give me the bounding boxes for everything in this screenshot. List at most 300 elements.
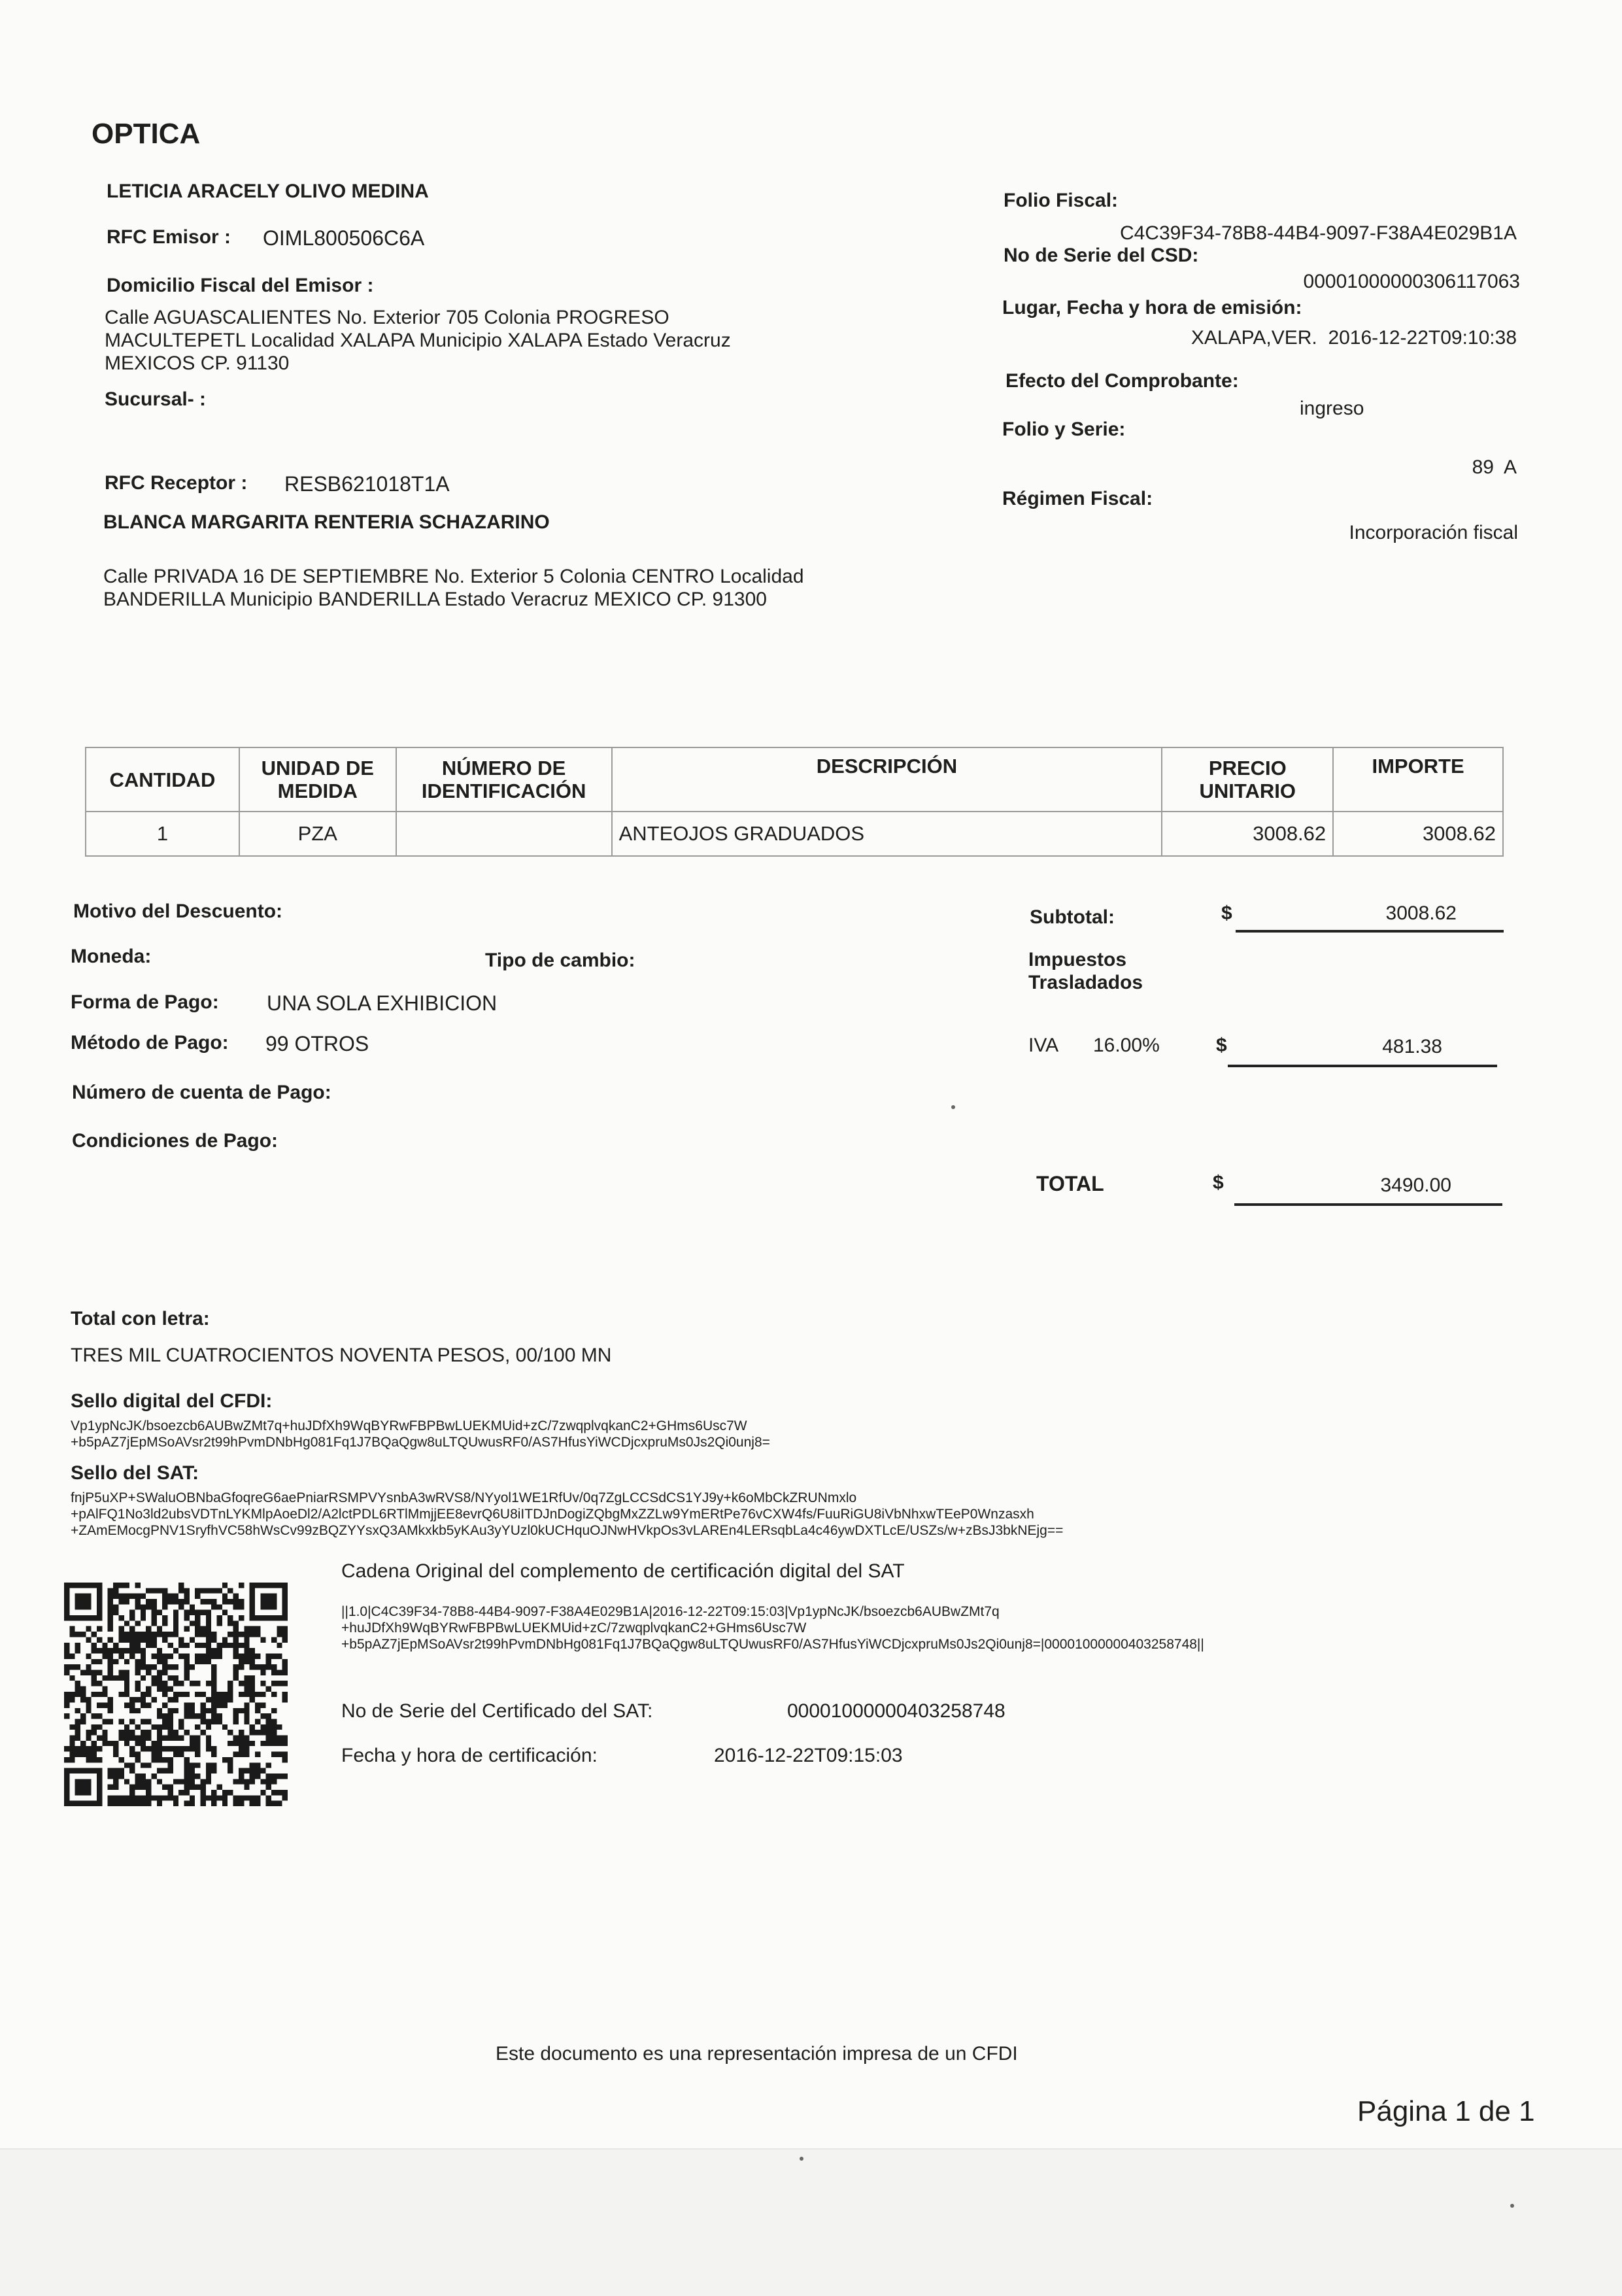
qr-module (228, 1692, 233, 1697)
qr-module (206, 1626, 211, 1632)
payment-method-value: 99 OTROS (265, 1032, 369, 1055)
qr-module (80, 1790, 86, 1795)
qr-module (102, 1741, 107, 1746)
discount-label: Motivo del Descuento: (73, 900, 283, 922)
qr-module (129, 1703, 135, 1708)
qr-module (124, 1692, 129, 1697)
qr-module (250, 1632, 255, 1637)
qr-module (102, 1643, 107, 1648)
qr-module (250, 1697, 255, 1702)
qr-module (250, 1675, 255, 1681)
qr-module (108, 1594, 113, 1599)
qr-module (167, 1768, 173, 1773)
qr-module (162, 1681, 167, 1686)
qr-module (80, 1697, 86, 1702)
qr-module (190, 1773, 195, 1779)
qr-module (195, 1741, 200, 1746)
qr-module (178, 1637, 184, 1642)
qr-module (266, 1664, 271, 1670)
qr-module (250, 1773, 255, 1779)
qr-module (184, 1779, 190, 1784)
qr-module (129, 1768, 135, 1773)
qr-module (266, 1615, 271, 1620)
iva-rate: 16.00% (1093, 1035, 1160, 1056)
qr-module (162, 1736, 167, 1741)
qr-module (250, 1648, 255, 1653)
qr-module (113, 1583, 118, 1588)
qr-module (228, 1599, 233, 1604)
qr-module (233, 1741, 239, 1746)
qr-module (141, 1615, 146, 1620)
qr-module (228, 1615, 233, 1620)
qr-module (228, 1757, 233, 1762)
qr-module (108, 1801, 113, 1806)
footer-note: Este documento es una representación impresa de un CFDI (496, 2043, 1018, 2065)
qr-module (271, 1653, 277, 1658)
qr-module (277, 1681, 282, 1686)
qr-module (260, 1713, 265, 1719)
qr-module (184, 1610, 190, 1615)
qr-module (151, 1724, 156, 1730)
qr-module (233, 1719, 239, 1724)
qr-module (80, 1779, 86, 1784)
qr-module (92, 1801, 97, 1806)
qr-module (282, 1583, 288, 1588)
qr-module (97, 1713, 102, 1719)
qr-module (282, 1790, 288, 1795)
qr-module (266, 1795, 271, 1800)
qr-module (80, 1741, 86, 1746)
qr-module (108, 1599, 113, 1604)
qr-module (277, 1583, 282, 1588)
qr-module (239, 1741, 244, 1746)
qr-module (211, 1762, 216, 1768)
qr-module (86, 1790, 91, 1795)
qr-module (260, 1599, 265, 1604)
qr-module (178, 1736, 184, 1741)
qr-module (211, 1719, 216, 1724)
qr-module (141, 1675, 146, 1681)
qr-module (69, 1692, 75, 1697)
qr-module (201, 1730, 206, 1735)
subtotal-currency: $ (1221, 902, 1232, 924)
qr-module (206, 1632, 211, 1637)
qr-module (206, 1741, 211, 1746)
qr-module (135, 1664, 140, 1670)
qr-module (178, 1583, 184, 1588)
qr-module (277, 1801, 282, 1806)
qr-module (64, 1664, 69, 1670)
qr-module (277, 1670, 282, 1675)
qr-module (151, 1795, 156, 1800)
emitter-address-line: MEXICOS CP. 91130 (105, 352, 290, 374)
qr-module (167, 1664, 173, 1670)
qr-module (195, 1632, 200, 1637)
qr-module (124, 1703, 129, 1708)
qr-module (75, 1708, 80, 1713)
qr-module (108, 1719, 113, 1724)
place-value: XALAPA,VER. 2016-12-22T09:10:38 (1191, 327, 1517, 349)
qr-module (178, 1604, 184, 1609)
qr-module (222, 1757, 228, 1762)
qr-module (277, 1632, 282, 1637)
qr-module (190, 1703, 195, 1708)
qr-module (217, 1692, 222, 1697)
qr-module (162, 1713, 167, 1719)
qr-module (233, 1637, 239, 1642)
qr-module (118, 1692, 124, 1697)
qr-module (86, 1670, 91, 1675)
qr-module (255, 1762, 260, 1768)
qr-module (135, 1757, 140, 1762)
qr-module (206, 1610, 211, 1615)
qr-module (135, 1594, 140, 1599)
place-label: Lugar, Fecha y hora de emisión: (1002, 297, 1302, 318)
qr-module (64, 1703, 69, 1708)
items-table (85, 747, 1504, 857)
qr-module (184, 1653, 190, 1658)
qr-module (282, 1692, 288, 1697)
qr-module (222, 1703, 228, 1708)
qr-module (206, 1762, 211, 1768)
qr-module (129, 1762, 135, 1768)
qr-module (250, 1610, 255, 1615)
qr-module (162, 1719, 167, 1724)
qr-module (260, 1779, 265, 1784)
qr-module (162, 1785, 167, 1790)
qr-module (190, 1681, 195, 1686)
qr-module (146, 1599, 151, 1604)
qr-module (250, 1724, 255, 1730)
qr-module (260, 1681, 265, 1686)
qr-module (206, 1615, 211, 1620)
qr-module (167, 1724, 173, 1730)
qr-module (75, 1604, 80, 1609)
emitter-branch-label: Sucursal- : (105, 388, 207, 410)
qr-module (141, 1762, 146, 1768)
qr-module (244, 1719, 249, 1724)
chain-string (341, 1603, 1204, 1653)
qr-module (266, 1713, 271, 1719)
qr-module (108, 1604, 113, 1609)
qr-code (64, 1583, 288, 1806)
qr-module (108, 1659, 113, 1664)
qr-module (124, 1762, 129, 1768)
sat-seal-label: Sello del SAT: (71, 1462, 199, 1484)
qr-module (129, 1594, 135, 1599)
qr-module (129, 1610, 135, 1615)
qr-module (146, 1670, 151, 1675)
qr-module (113, 1604, 118, 1609)
qr-module (255, 1719, 260, 1724)
qr-module (228, 1768, 233, 1773)
qr-module (75, 1790, 80, 1795)
qr-module (239, 1632, 244, 1637)
qr-module (173, 1708, 178, 1713)
account-label: Número de cuenta de Pago: (72, 1082, 331, 1103)
qr-module (250, 1795, 255, 1800)
receiver-address (103, 565, 804, 611)
qr-module (64, 1713, 69, 1719)
qr-module (244, 1659, 249, 1664)
qr-module (64, 1790, 69, 1795)
qr-module (118, 1653, 124, 1658)
qr-module (211, 1703, 216, 1708)
qr-module (255, 1801, 260, 1806)
cfdi-seal (71, 1418, 770, 1450)
qr-module (113, 1675, 118, 1681)
qr-module (64, 1697, 69, 1702)
qr-module (146, 1736, 151, 1741)
qr-module (178, 1779, 184, 1784)
qr-module (92, 1692, 97, 1697)
qr-module (151, 1757, 156, 1762)
qr-module (86, 1626, 91, 1632)
qr-module (118, 1632, 124, 1637)
qr-module (162, 1637, 167, 1642)
qr-module (206, 1637, 211, 1642)
qr-module (108, 1703, 113, 1708)
qr-module (190, 1736, 195, 1741)
qr-module (141, 1741, 146, 1746)
qr-module (184, 1588, 190, 1593)
qr-module (75, 1615, 80, 1620)
qr-module (222, 1790, 228, 1795)
qr-module (184, 1675, 190, 1681)
qr-module (135, 1637, 140, 1642)
qr-module (184, 1692, 190, 1697)
subtotal-label: Subtotal: (1030, 906, 1115, 928)
qr-module (69, 1752, 75, 1757)
qr-module (86, 1653, 91, 1658)
qr-module (178, 1681, 184, 1686)
qr-module (233, 1675, 239, 1681)
qr-module (222, 1801, 228, 1806)
qr-module (250, 1681, 255, 1686)
qr-module (97, 1757, 102, 1762)
qr-module (86, 1757, 91, 1762)
qr-module (146, 1588, 151, 1593)
qr-module (271, 1724, 277, 1730)
qr-module (69, 1675, 75, 1681)
qr-module (97, 1648, 102, 1653)
qr-module (244, 1626, 249, 1632)
emitter-rfc-label: RFC Emisor : (107, 226, 231, 248)
qr-module (282, 1659, 288, 1664)
qr-module (244, 1746, 249, 1751)
qr-module (211, 1713, 216, 1719)
cert-value: 00001000000403258748 (787, 1700, 1005, 1722)
qr-module (266, 1599, 271, 1604)
qr-module (151, 1643, 156, 1648)
qr-module (92, 1730, 97, 1735)
qr-module (92, 1757, 97, 1762)
qr-module (211, 1686, 216, 1691)
qr-module (92, 1724, 97, 1730)
qr-module (260, 1637, 265, 1642)
qr-module (146, 1626, 151, 1632)
qr-module (80, 1599, 86, 1604)
qr-module (282, 1588, 288, 1593)
qr-module (97, 1768, 102, 1773)
qr-module (206, 1659, 211, 1664)
qr-module (135, 1752, 140, 1757)
qr-module (244, 1736, 249, 1741)
qr-module (239, 1730, 244, 1735)
qr-module (233, 1594, 239, 1599)
qr-module (135, 1643, 140, 1648)
qr-module (162, 1659, 167, 1664)
qr-module (211, 1664, 216, 1670)
qr-module (222, 1594, 228, 1599)
cfdi-seal-line: Vp1ypNcJK/bsoezcb6AUBwZMt7q+huJDfXh9WqBYRwFBPBwLUEKMUid+zC/7zwqplvqkanC2+GHms6Usc7W (71, 1418, 747, 1433)
qr-module (69, 1664, 75, 1670)
qr-module (86, 1594, 91, 1599)
scan-speck (1510, 2204, 1514, 2208)
qr-module (64, 1670, 69, 1675)
qr-module (271, 1615, 277, 1620)
qr-module (217, 1703, 222, 1708)
qr-module (190, 1620, 195, 1626)
qr-module (157, 1681, 162, 1686)
qr-module (124, 1594, 129, 1599)
qr-module (222, 1599, 228, 1604)
qr-module (97, 1724, 102, 1730)
qr-module (217, 1620, 222, 1626)
qr-module (97, 1795, 102, 1800)
qr-module (118, 1615, 124, 1620)
qr-module (124, 1675, 129, 1681)
qr-module (157, 1659, 162, 1664)
qr-module (211, 1599, 216, 1604)
header-qty: CANTIDAD (86, 747, 239, 812)
qr-module (151, 1620, 156, 1626)
qr-module (64, 1773, 69, 1779)
qr-module (239, 1604, 244, 1609)
qr-module (162, 1632, 167, 1637)
qr-module (271, 1752, 277, 1757)
qr-module (211, 1692, 216, 1697)
qr-module (206, 1719, 211, 1724)
currency-label: Moneda: (71, 946, 152, 967)
qr-module (233, 1620, 239, 1626)
qr-module (239, 1653, 244, 1658)
qr-module (211, 1790, 216, 1795)
qr-module (75, 1664, 80, 1670)
qr-module (167, 1757, 173, 1762)
qr-module (211, 1681, 216, 1686)
qr-module (151, 1752, 156, 1757)
emitter-address-label: Domicilio Fiscal del Emisor : (107, 275, 374, 296)
qr-module (129, 1746, 135, 1751)
qr-module (108, 1785, 113, 1790)
qr-module (201, 1795, 206, 1800)
qr-module (135, 1632, 140, 1637)
qr-module (255, 1752, 260, 1757)
sat-seal-line: fnjP5uXP+SWaluOBNbaGfoqreG6aePniarRSMPVYsnbA3wRVS8/NYyol1WE1RfUv/0q7ZgLCCSdCS1YJ9y+k6oMbCkZRUNmxlo (71, 1490, 857, 1505)
qr-module (250, 1730, 255, 1735)
qr-module (211, 1648, 216, 1653)
chain-line: +b5pAZ7jEpMSoAVsr2t99hPvmDNbHg081Fq1J7BQaQgw8uLTQUwusRF0/AS7HfusYiWCDjcxpruMs0Js2Qi0unj8=|00001000000403258748|| (341, 1637, 1204, 1652)
qr-module (146, 1632, 151, 1637)
qr-module (124, 1741, 129, 1746)
qr-module (64, 1757, 69, 1762)
qr-module (217, 1648, 222, 1653)
qr-module (64, 1588, 69, 1593)
qr-module (97, 1588, 102, 1593)
qr-module (64, 1768, 69, 1773)
qr-module (80, 1801, 86, 1806)
qr-module (271, 1719, 277, 1724)
qr-module (124, 1686, 129, 1691)
qr-module (255, 1615, 260, 1620)
qr-module (195, 1724, 200, 1730)
qr-module (271, 1730, 277, 1735)
qr-module (108, 1610, 113, 1615)
receiver-address-line: BANDERILLA Municipio BANDERILLA Estado Veracruz MEXICO CP. 91300 (103, 589, 767, 610)
qr-module (75, 1785, 80, 1790)
qr-module (157, 1757, 162, 1762)
qr-module (178, 1752, 184, 1757)
qr-module (271, 1790, 277, 1795)
qr-module (151, 1653, 156, 1658)
qr-module (239, 1736, 244, 1741)
qr-module (206, 1708, 211, 1713)
qr-module (75, 1746, 80, 1751)
qr-module (167, 1795, 173, 1800)
qr-module (64, 1785, 69, 1790)
qr-module (250, 1588, 255, 1593)
qr-module (167, 1594, 173, 1599)
qr-module (233, 1708, 239, 1713)
qr-module (282, 1632, 288, 1637)
effect-value: ingreso (1300, 398, 1364, 419)
qr-module (141, 1632, 146, 1637)
qr-module (195, 1736, 200, 1741)
page-number: Página 1 de 1 (1357, 2095, 1535, 2127)
qr-module (146, 1664, 151, 1670)
qr-module (255, 1653, 260, 1658)
qr-module (64, 1653, 69, 1658)
qr-module (97, 1659, 102, 1664)
document-title: OPTICA (92, 118, 201, 150)
qr-module (195, 1746, 200, 1751)
qr-module (195, 1659, 200, 1664)
qr-module (124, 1659, 129, 1664)
qr-module (266, 1604, 271, 1609)
qr-module (86, 1615, 91, 1620)
qr-module (195, 1610, 200, 1615)
qr-module (69, 1746, 75, 1751)
qr-module (162, 1604, 167, 1609)
qr-module (129, 1626, 135, 1632)
payment-form-label: Forma de Pago: (71, 991, 219, 1013)
qr-module (271, 1773, 277, 1779)
qr-module (108, 1653, 113, 1658)
qr-module (146, 1801, 151, 1806)
qr-module (146, 1746, 151, 1751)
qr-module (255, 1626, 260, 1632)
qr-module (211, 1708, 216, 1713)
qr-module (135, 1741, 140, 1746)
qr-module (102, 1719, 107, 1724)
qr-module (178, 1588, 184, 1593)
qr-module (255, 1730, 260, 1735)
qr-module (97, 1692, 102, 1697)
qr-module (167, 1785, 173, 1790)
qr-module (282, 1757, 288, 1762)
qr-module (173, 1620, 178, 1626)
